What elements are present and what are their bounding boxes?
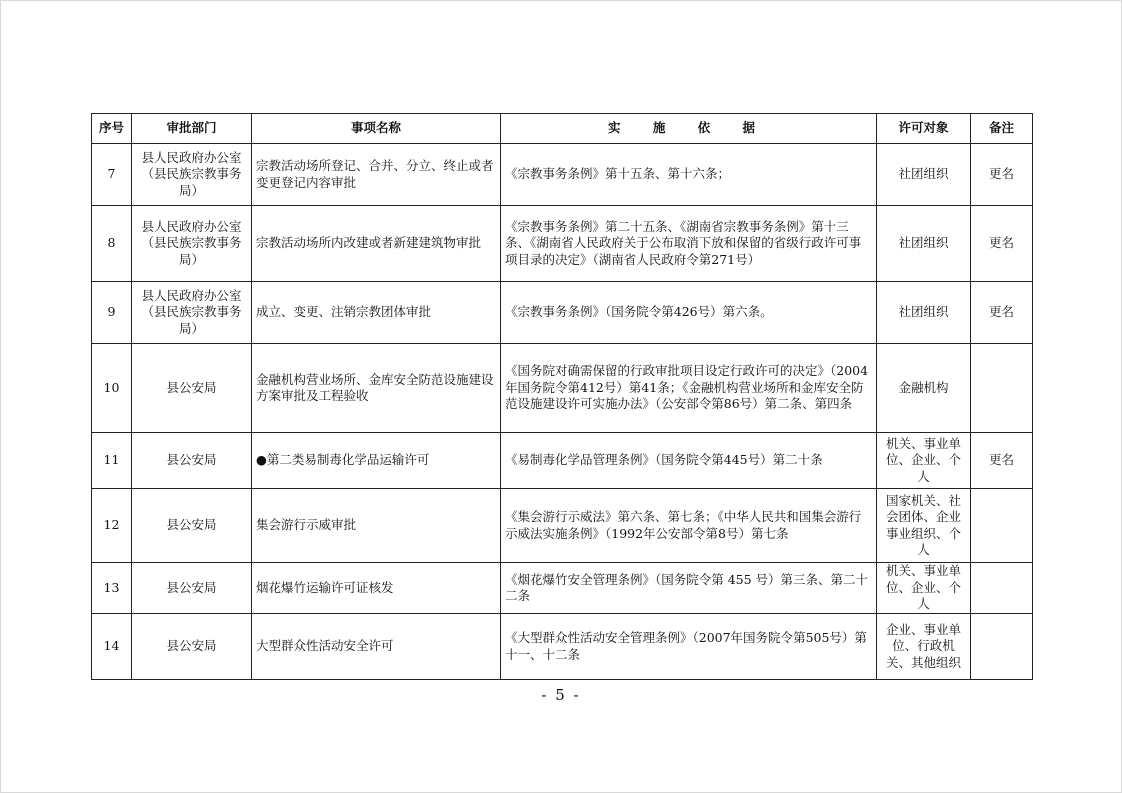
row-basis: 《宗教事务条例》第十五条、第十六条；: [501, 144, 877, 206]
row-item: 集会游行示威审批: [252, 489, 501, 563]
table-row: [92, 489, 1033, 563]
header-dept: 审批部门: [132, 114, 252, 144]
row-basis: 《大型群众性活动安全管理条例》（2007年国务院令第505号）第十一、十二条: [501, 614, 877, 680]
row-item: 宗教活动场所登记、合并、分立、终止或者变更登记内容审批: [252, 144, 501, 206]
row-no: 13: [92, 563, 132, 614]
row-item: 宗教活动场所内改建或者新建建筑物审批: [252, 206, 501, 282]
row-dept: 县公安局: [132, 563, 252, 614]
row-basis: 《集会游行示威法》第六条、第七条；《中华人民共和国集会游行示威法实施条例》（1992年公安部令第8号）第七条: [501, 489, 877, 563]
row-no: 12: [92, 489, 132, 563]
table-row: [92, 206, 1033, 282]
row-item: ●第二类易制毒化学品运输许可: [252, 433, 501, 489]
row-note: [971, 614, 1033, 680]
page-number: - 5 -: [541, 686, 581, 704]
row-dept: 县公安局: [132, 489, 252, 563]
row-note: [971, 344, 1033, 433]
row-dept: 县人民政府办公室（县民族宗教事务局）: [132, 282, 252, 344]
row-note: 更名: [971, 282, 1033, 344]
row-basis: 《烟花爆竹安全管理条例》（国务院令第 455 号）第三条、第二十二条: [501, 563, 877, 614]
row-target: 国家机关、社会团体、企业事业组织、个人: [877, 489, 971, 563]
row-target: 企业、事业单位、行政机关、其他组织: [877, 614, 971, 680]
row-no: 11: [92, 433, 132, 489]
row-no: 10: [92, 344, 132, 433]
row-dept: 县公安局: [132, 614, 252, 680]
row-dept: 县公安局: [132, 433, 252, 489]
row-no: 7: [92, 144, 132, 206]
row-note: 更名: [971, 433, 1033, 489]
row-target: 机关、事业单位、企业、个人: [877, 433, 971, 489]
row-target: 社团组织: [877, 282, 971, 344]
header-target: 许可对象: [877, 114, 971, 144]
row-item: 烟花爆竹运输许可证核发: [252, 563, 501, 614]
table-row: [92, 563, 1033, 614]
table-row: [92, 614, 1033, 680]
approval-items-table: [91, 113, 1033, 680]
table-row: [92, 144, 1033, 206]
row-item: 金融机构营业场所、金库安全防范设施建设方案审批及工程验收: [252, 344, 501, 433]
row-note: [971, 489, 1033, 563]
row-basis: 《国务院对确需保留的行政审批项目设定行政许可的决定》（2004年国务院令第412号）第41条；《金融机构营业场所和金库安全防范设施建设许可实施办法》（公安部令第86号）第二条、第四条: [501, 344, 877, 433]
row-item: 大型群众性活动安全许可: [252, 614, 501, 680]
header-item: 事项名称: [252, 114, 501, 144]
row-target: 金融机构: [877, 344, 971, 433]
row-dept: 县公安局: [132, 344, 252, 433]
row-target: 社团组织: [877, 206, 971, 282]
row-target: 社团组织: [877, 144, 971, 206]
row-dept: 县人民政府办公室（县民族宗教事务局）: [132, 144, 252, 206]
table-row: [92, 282, 1033, 344]
row-note: 更名: [971, 144, 1033, 206]
table-row: [92, 433, 1033, 489]
row-basis: 《易制毒化学品管理条例》（国务院令第445号）第二十条: [501, 433, 877, 489]
header-note: 备注: [971, 114, 1033, 144]
row-target: 机关、事业单位、企业、个人: [877, 563, 971, 614]
header-basis: 实 施 依 据: [501, 114, 877, 144]
row-no: 9: [92, 282, 132, 344]
row-no: 14: [92, 614, 132, 680]
row-basis: 《宗教事务条例》（国务院令第426号）第六条。: [501, 282, 877, 344]
row-no: 8: [92, 206, 132, 282]
row-dept: 县人民政府办公室（县民族宗教事务局）: [132, 206, 252, 282]
table-header-row: [92, 114, 1033, 144]
row-item: 成立、变更、注销宗教团体审批: [252, 282, 501, 344]
table-row: [92, 344, 1033, 433]
header-no: 序号: [92, 114, 132, 144]
row-basis: 《宗教事务条例》第二十五条、《湖南省宗教事务条例》第十三条、《湖南省人民政府关于公布取消下放和保留的省级行政许可事项目录的决定》（湖南省人民政府令第271号）: [501, 206, 877, 282]
row-note: [971, 563, 1033, 614]
row-note: 更名: [971, 206, 1033, 282]
